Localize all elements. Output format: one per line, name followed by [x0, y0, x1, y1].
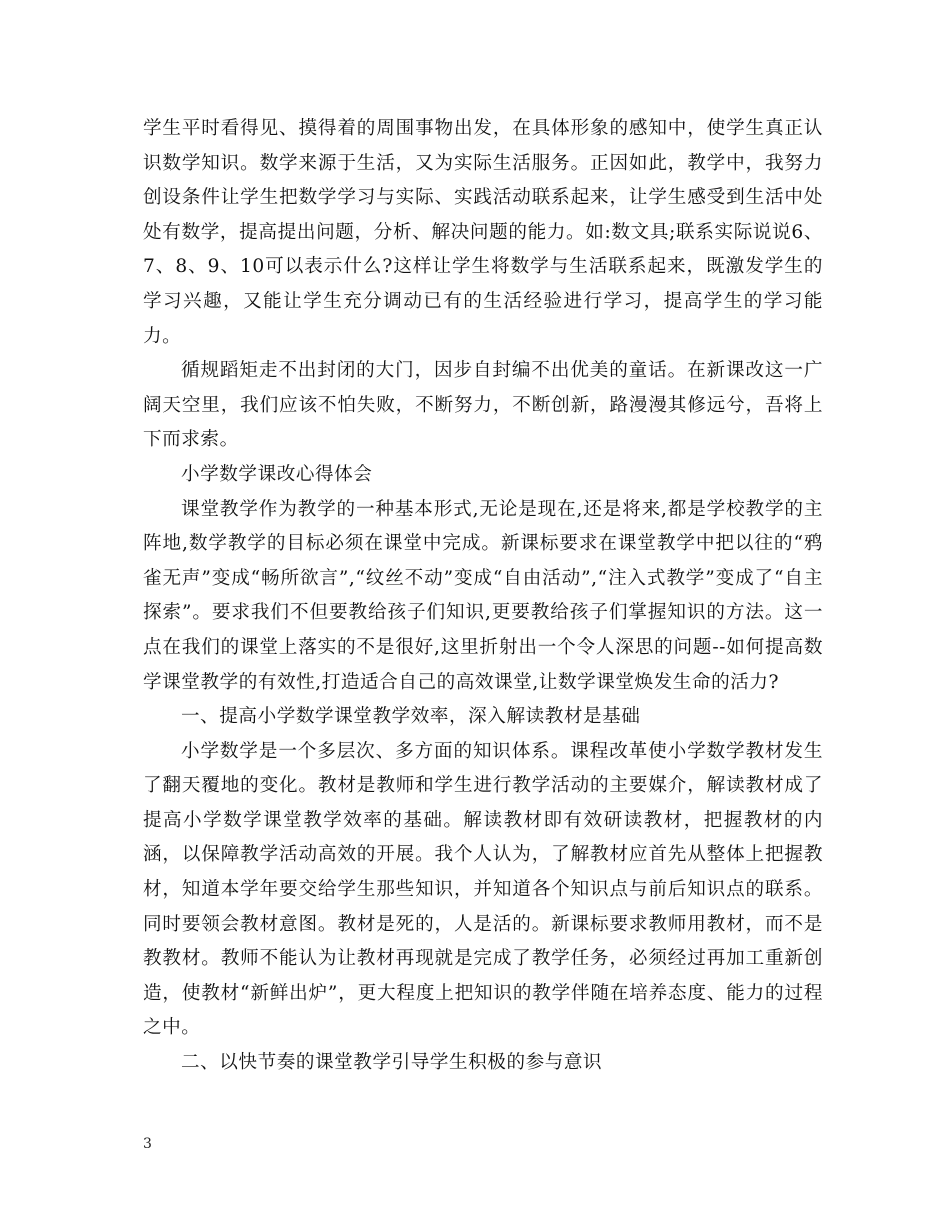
page-number: 3 [143, 1136, 152, 1152]
section-title: 小学数学课改心得体会 [181, 463, 373, 485]
paragraph-point-one: 小学数学是一个多层次、多方面的知识体系。课程改革使小学数学教材发生了翻天覆地的变化。教材是教师和学生进行教学活动的主要媒介，解读教材成了提高小学数学课堂教学效率的基础。解读教材即有效研读教材，把握教材的内涵，以保障教学活动高效的开展。我个人认为，了解教材应首先从整体上把握教材，知道本学年要交给学生那些知识，并知道各个知识点与前后知识点的联系。同时要领会教材意图。教材是死的，人是活的。新课标要求教师用教材，而不是教教材。教师不能认为让教材再现就是完成了教学任务，必须经过再加工重新创造，使教材“新鲜出炉”，更大程度上把知识的教学伴随在培养态度、能力的过程之中。 [143, 740, 823, 1039]
paragraph-conclusion: 循规蹈矩走不出封闭的大门，因步自封编不出优美的童话。在新课改这一广阔天空里，我们应该不怕失败，不断努力，不断创新，路漫漫其修远兮，吾将上下而求索。 [143, 360, 823, 451]
paragraph-intro: 课堂教学作为教学的一种基本形式,无论是现在,还是将来,都是学校教学的主阵地,数学教学的目标必须在课堂中完成。新课标要求在课堂教学中把以往的“鸦雀无声”变成“畅所欲言”,“纹丝不动”变成“自由活动”,“注入式教学”变成了“自主探索”。要求我们不但要教给孩子们知识,更要教给孩子们掌握知识的方法。这一点在我们的课堂上落实的不是很好,这里折射出一个令人深思的问题--如何提高数学课堂教学的有效性,打造适合自己的高效课堂,让数学课堂焕发生命的活力? [143, 498, 823, 693]
paragraph-continuation: 学生平时看得见、摸得着的周围事物出发，在具体形象的感知中，使学生真正认识数学知识。数学来源于生活，又为实际生活服务。正因如此，教学中，我努力创设条件让学生把数学学习与实际、实践活动联系起来，让学生感受到生活中处处有数学，提高提出问题，分析、解决问题的能力。如:数文具;联系实际说说6、7、8、9、10可以表示什么?这样让学生将数学与生活联系起来，既激发学生的学习兴趣，又能让学生充分调动已有的生活经验进行学习，提高学生的学习能力。 [143, 118, 823, 347]
document-body [143, 112, 823, 1081]
heading-point-two: 二、以快节奏的课堂教学引导学生积极的参与意识 [181, 1052, 603, 1074]
heading-point-one: 一、提高小学数学课堂教学效率，深入解读教材是基础 [181, 706, 641, 728]
